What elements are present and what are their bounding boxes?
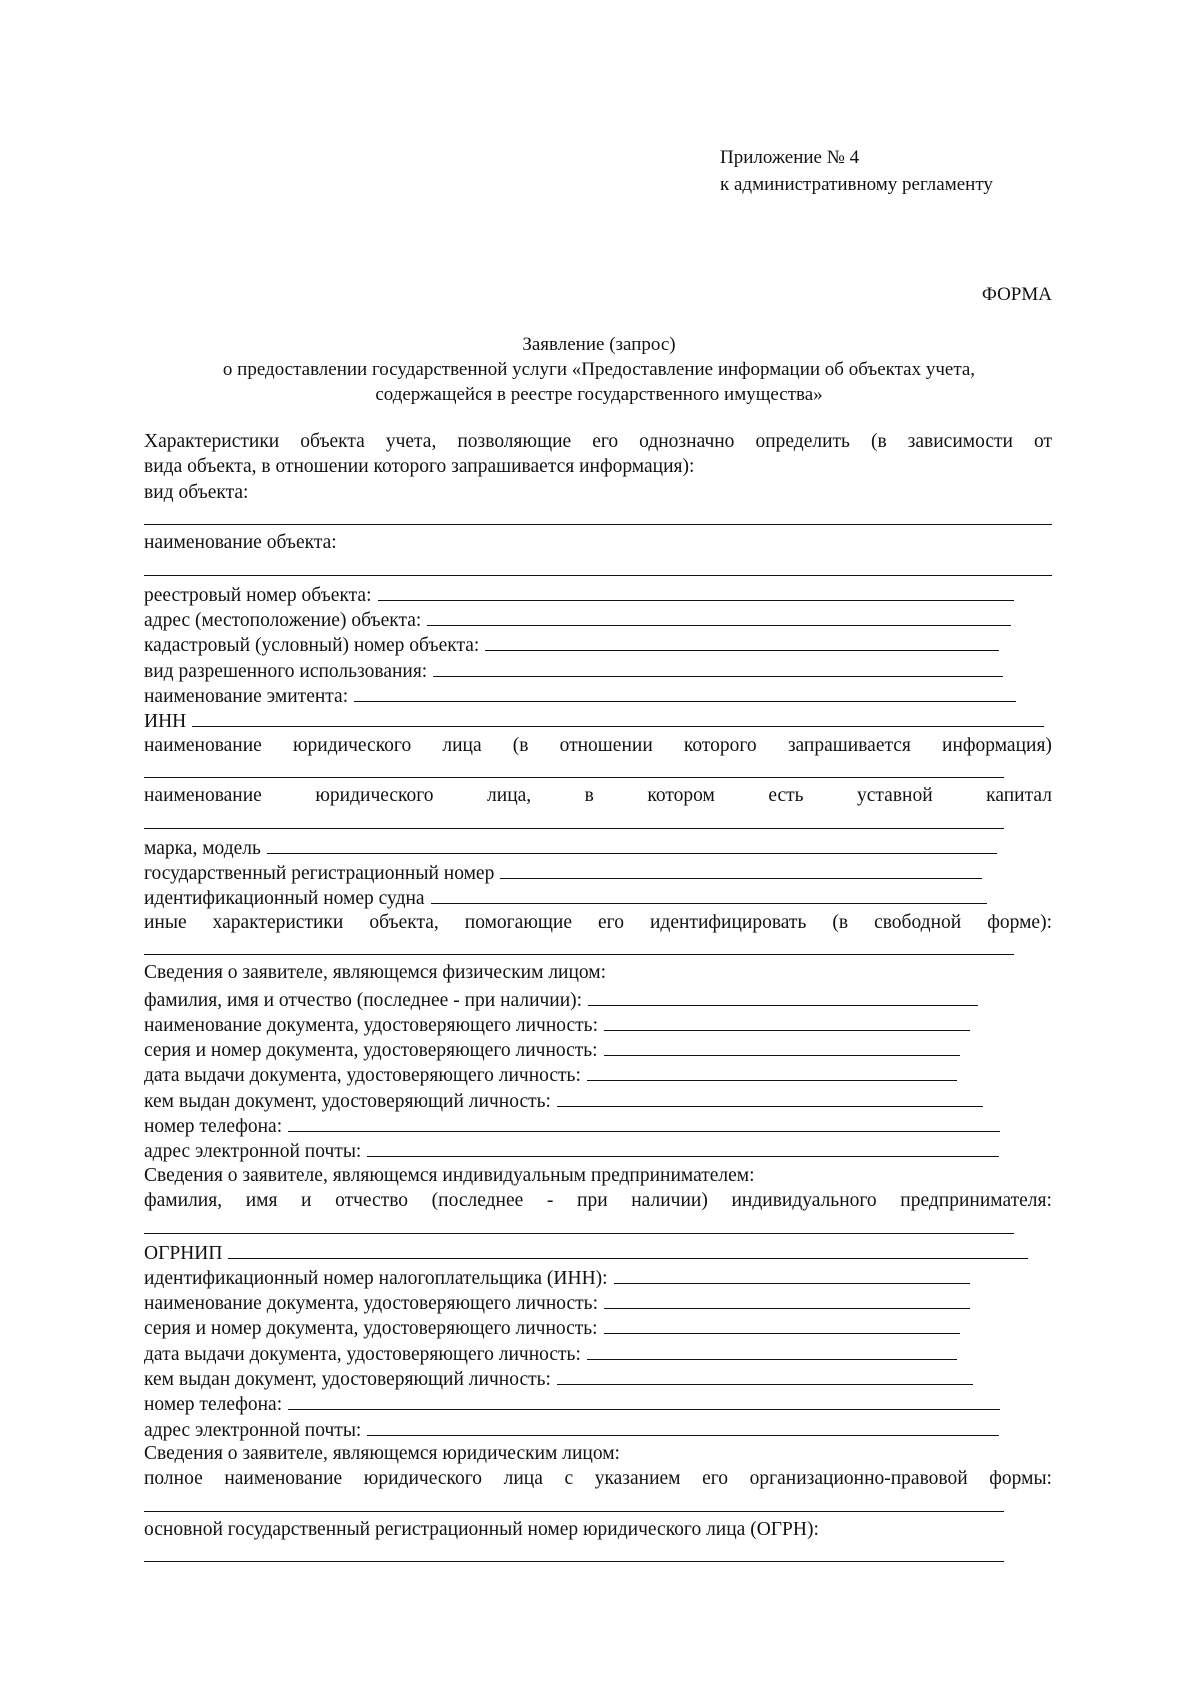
individual-phone-row: номер телефона: <box>144 1112 1052 1137</box>
brand-model-field[interactable] <box>267 834 997 854</box>
individual-doc-date-row: дата выдачи документа, удостоверяющего личность: <box>144 1061 1052 1086</box>
entrepreneur-phone-row: номер телефона: <box>144 1390 1052 1415</box>
legal-heading: Сведения о заявителе, являющемся юридическим лицом: <box>144 1442 620 1464</box>
entrepreneur-doc-name-field[interactable] <box>604 1289 970 1309</box>
cadastral-number-field[interactable] <box>485 631 999 651</box>
entrepreneur-inn-field[interactable] <box>614 1264 970 1284</box>
form-body <box>144 429 1052 1567</box>
entrepreneur-name-field[interactable] <box>144 1213 1052 1238</box>
legal-entity-capital-label: наименование юридического лица, в котором есть уставной капитал <box>144 785 1052 807</box>
vessel-id-row: идентификационный номер судна <box>144 884 1052 909</box>
individual-name-field[interactable] <box>588 986 978 1006</box>
individual-heading: Сведения о заявителе, являющемся физическим лицом: <box>144 962 607 984</box>
individual-phone-field[interactable] <box>288 1112 1000 1132</box>
form-label: ФОРМА <box>981 284 1052 305</box>
legal-ogrn-field[interactable] <box>144 1542 1052 1567</box>
ogrnip-field[interactable] <box>228 1239 1028 1259</box>
object-name-label: наименование объекта: <box>144 532 337 554</box>
title-line-1: Заявление (запрос) <box>522 334 676 355</box>
legal-entity-capital-field[interactable] <box>144 808 1052 833</box>
inn-field[interactable] <box>192 707 1044 727</box>
entrepreneur-email-row: адрес электронной почты: <box>144 1416 1052 1441</box>
other-characteristics-field[interactable] <box>144 935 1052 960</box>
individual-doc-name-field[interactable] <box>604 1011 970 1031</box>
state-reg-number-row: государственный регистрационный номер <box>144 859 1052 884</box>
object-name-field[interactable] <box>144 555 1052 580</box>
individual-name-row: фамилия, имя и отчество (последнее - при наличии): <box>144 986 1052 1011</box>
cadastral-number-row: кадастровый (условный) номер объекта: <box>144 631 1052 656</box>
entrepreneur-doc-issuer-row: кем выдан документ, удостоверяющий личность: <box>144 1365 1052 1390</box>
brand-model-row: марка, модель <box>144 834 1052 859</box>
individual-doc-series-field[interactable] <box>604 1036 960 1056</box>
registry-number-row: реестровый номер объекта: <box>144 581 1052 606</box>
object-type-field[interactable] <box>144 505 1052 530</box>
issuer-field[interactable] <box>354 682 1016 702</box>
individual-doc-date-field[interactable] <box>587 1061 957 1081</box>
permitted-use-field[interactable] <box>433 657 1003 677</box>
object-intro-line-2: вида объекта, в отношении которого запрашивается информация): <box>144 456 695 478</box>
entrepreneur-name-label: фамилия, имя и отчество (последнее - при наличии) индивидуального предпринимателя: <box>144 1189 1052 1211</box>
document-title <box>146 332 1052 407</box>
individual-email-field[interactable] <box>367 1137 999 1157</box>
registry-number-field[interactable] <box>378 581 1014 601</box>
legal-full-name-field[interactable] <box>144 1491 1052 1516</box>
entrepreneur-doc-name-row: наименование документа, удостоверяющего личность: <box>144 1289 1052 1314</box>
permitted-use-row: вид разрешенного использования: <box>144 657 1052 682</box>
legal-entity-field[interactable] <box>144 758 1052 783</box>
individual-doc-name-row: наименование документа, удостоверяющего личность: <box>144 1011 1052 1036</box>
individual-doc-issuer-row: кем выдан документ, удостоверяющий личность: <box>144 1087 1052 1112</box>
other-characteristics-label: иные характеристики объекта, помогающие его идентифицировать (в свободной форме): <box>144 911 1052 933</box>
entrepreneur-phone-field[interactable] <box>288 1390 1000 1410</box>
entrepreneur-doc-date-field[interactable] <box>587 1340 957 1360</box>
appendix-line-2: к административному регламенту <box>720 174 993 195</box>
entrepreneur-doc-issuer-field[interactable] <box>557 1365 973 1385</box>
entrepreneur-doc-date-row: дата выдачи документа, удостоверяющего личность: <box>144 1340 1052 1365</box>
individual-email-row: адрес электронной почты: <box>144 1137 1052 1162</box>
ogrnip-row: ОГРНИП <box>144 1239 1052 1264</box>
inn-row: ИНН <box>144 707 1052 732</box>
entrepreneur-heading: Сведения о заявителе, являющемся индивидуальным предпринимателем: <box>144 1164 755 1186</box>
object-intro-line-1: Характеристики объекта учета, позволяющие его однозначно определить (в зависимости от <box>144 431 1052 452</box>
legal-entity-label: наименование юридического лица (в отношении которого запрашивается информация) <box>144 734 1052 756</box>
address-row: адрес (местоположение) объекта: <box>144 606 1052 631</box>
legal-full-name-label: полное наименование юридического лица с указанием его организационно-правовой формы: <box>144 1468 1052 1490</box>
address-field[interactable] <box>427 606 1011 626</box>
issuer-row: наименование эмитента: <box>144 682 1052 707</box>
appendix-line-1: Приложение № 4 <box>720 147 860 168</box>
title-line-3: содержащейся в реестре государственного имущества» <box>375 384 823 405</box>
vessel-id-field[interactable] <box>431 884 987 904</box>
entrepreneur-email-field[interactable] <box>367 1416 999 1436</box>
title-line-2: о предоставлении государственной услуги «Предоставление информации об объектах учета, <box>222 359 976 380</box>
state-reg-number-field[interactable] <box>500 859 982 879</box>
appendix-note <box>720 144 993 198</box>
entrepreneur-doc-series-field[interactable] <box>604 1314 960 1334</box>
entrepreneur-doc-series-row: серия и номер документа, удостоверяющего личность: <box>144 1314 1052 1339</box>
individual-doc-series-row: серия и номер документа, удостоверяющего личность: <box>144 1036 1052 1061</box>
entrepreneur-inn-row: идентификационный номер налогоплательщика (ИНН): <box>144 1264 1052 1289</box>
object-type-label: вид объекта: <box>144 481 249 503</box>
individual-doc-issuer-field[interactable] <box>557 1087 983 1107</box>
legal-ogrn-label: основной государственный регистрационный номер юридического лица (ОГРН): <box>144 1518 819 1540</box>
